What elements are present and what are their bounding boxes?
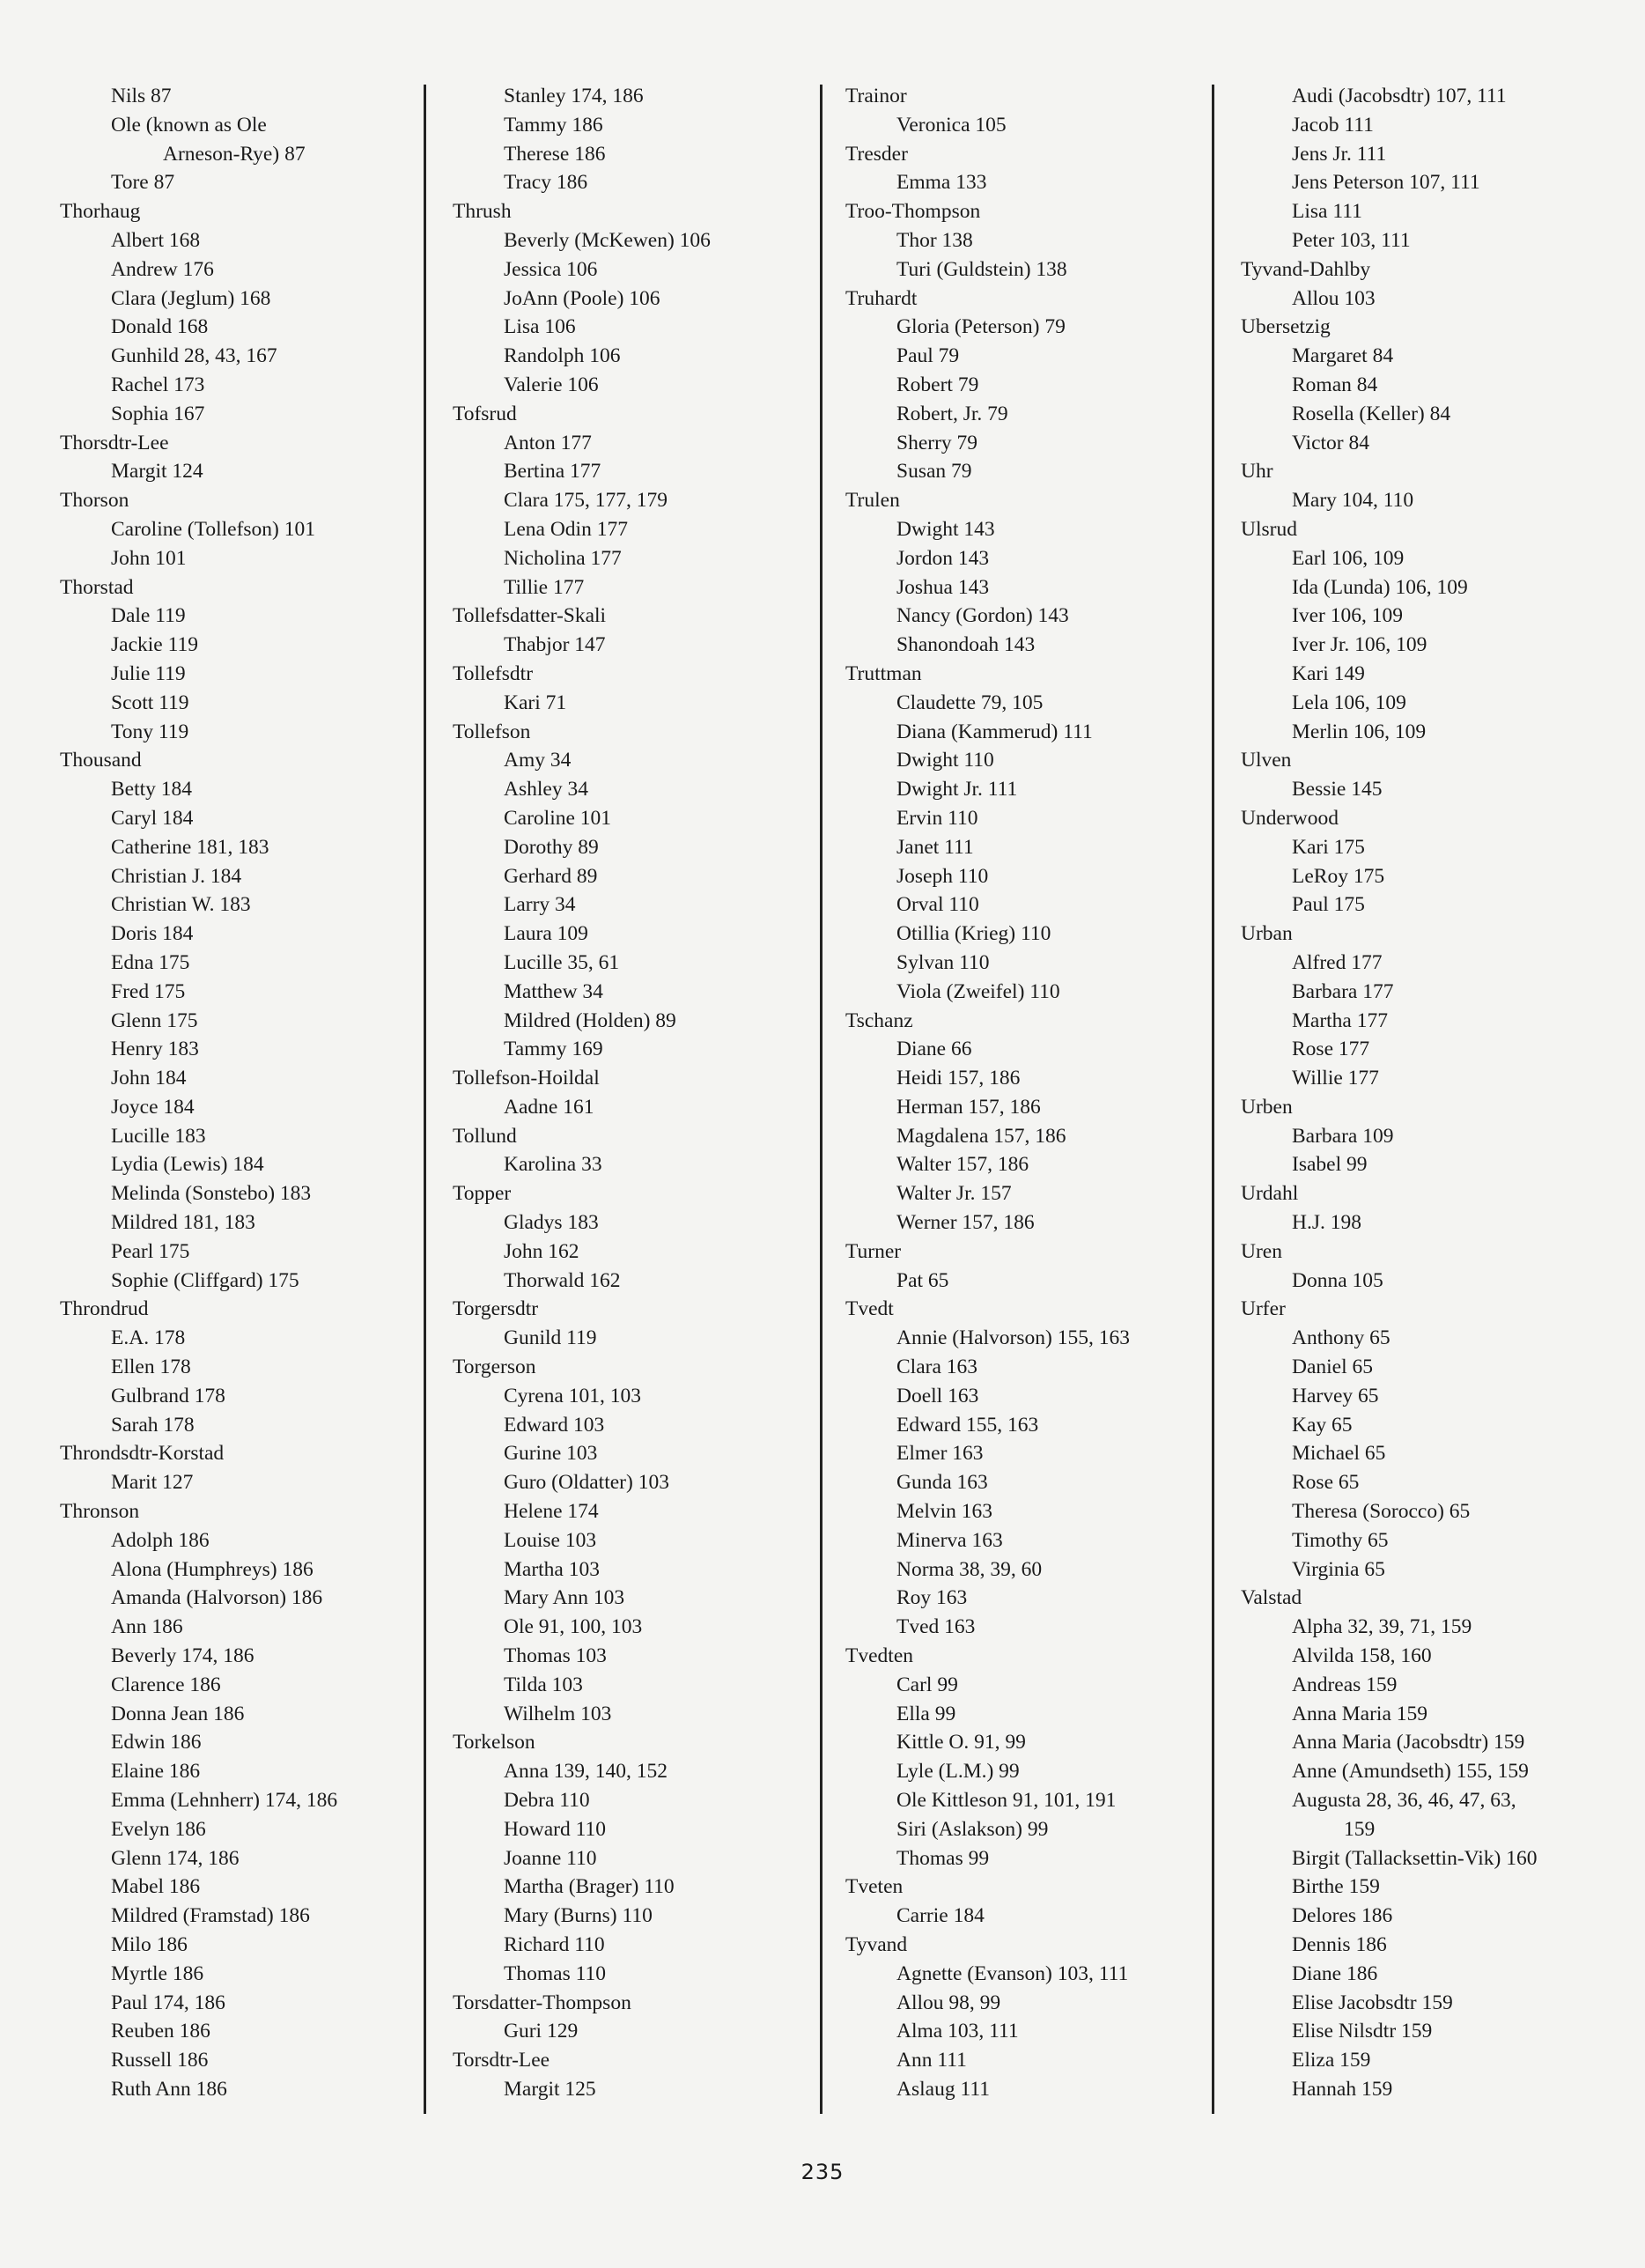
index-surname: Tofsrud [453, 402, 517, 425]
index-subentry: Laura 109 [504, 922, 588, 946]
index-subentry: Ida (Lunda) 106, 109 [1292, 575, 1468, 599]
index-subentry: Mabel 186 [111, 1875, 201, 1899]
index-subentry: Agnette (Evanson) 103, 111 [896, 1961, 1129, 1985]
index-surname: Uren [1241, 1239, 1282, 1263]
index-subentry: Delores 186 [1292, 1904, 1393, 1928]
index-subentry: Ervin 110 [896, 806, 978, 830]
index-subentry: Anton 177 [504, 431, 592, 454]
index-subentry: Anne (Amundseth) 155, 159 [1292, 1760, 1529, 1784]
index-subentry: Gunhild 28, 43, 167 [111, 344, 277, 368]
index-subentry: John 184 [111, 1067, 187, 1090]
index-surname: Tyvand-Dahlby [1241, 257, 1371, 281]
index-subentry: Arneson-Rye) 87 [163, 142, 306, 166]
index-subentry: Mary 104, 110 [1292, 489, 1414, 513]
index-subentry: Ella 99 [896, 1702, 956, 1725]
index-surname: Torsdtr-Lee [453, 2049, 550, 2072]
index-subentry: Alma 103, 111 [896, 2020, 1019, 2043]
index-subentry: Peter 103, 111 [1292, 228, 1411, 252]
index-subentry: Jacob 111 [1292, 113, 1374, 137]
column-divider [424, 85, 426, 2114]
index-subentry: Ann 186 [111, 1615, 183, 1639]
index-subentry: Martha (Brager) 110 [504, 1875, 675, 1899]
index-subentry: Beverly 174, 186 [111, 1644, 254, 1668]
index-subentry: H.J. 198 [1292, 1211, 1361, 1235]
index-subentry: Lisa 106 [504, 315, 576, 339]
index-subentry: Glenn 174, 186 [111, 1846, 240, 1870]
index-subentry: Lucille 183 [111, 1124, 206, 1148]
index-subentry: Ruth Ann 186 [111, 2077, 227, 2101]
index-subentry: Viola (Zweifel) 110 [896, 979, 1060, 1003]
index-subentry: Louise 103 [504, 1528, 597, 1552]
index-subentry: Bessie 145 [1292, 778, 1383, 802]
index-surname: Tveten [845, 1875, 904, 1899]
index-subentry: Kari 71 [504, 691, 567, 714]
index-subentry: Elmer 163 [896, 1442, 984, 1466]
index-subentry: Beverly (McKewen) 106 [504, 228, 711, 252]
index-subentry: Susan 79 [896, 460, 972, 484]
index-subentry: Caryl 184 [111, 806, 194, 830]
index-surname: Truttman [845, 661, 922, 685]
index-subentry: Edward 103 [504, 1413, 605, 1437]
index-subentry: Turi (Guldstein) 138 [896, 257, 1067, 281]
index-subentry: Robert 79 [896, 373, 979, 396]
index-subentry: Sophie (Cliffgard) 175 [111, 1268, 299, 1292]
index-subentry: Theresa (Sorocco) 65 [1292, 1500, 1471, 1524]
index-surname: Urban [1241, 922, 1293, 946]
index-surname: Ulsrud [1241, 517, 1297, 541]
index-subentry: Alvilda 158, 160 [1292, 1644, 1432, 1668]
index-subentry: Amanda (Halvorson) 186 [111, 1586, 323, 1610]
index-subentry: Dwight 110 [896, 749, 994, 772]
index-subentry: Kari 175 [1292, 835, 1365, 859]
index-subentry: Tammy 186 [504, 113, 603, 137]
index-subentry: Daniel 65 [1292, 1356, 1374, 1379]
index-surname: Thorson [60, 489, 129, 513]
index-subentry: Tammy 169 [504, 1038, 603, 1061]
index-subentry: Joyce 184 [111, 1095, 195, 1119]
index-subentry: Tracy 186 [504, 171, 588, 195]
index-subentry: Birgit (Tallacksettin-Vik) 160 [1292, 1846, 1538, 1870]
index-surname: Underwood [1241, 806, 1339, 830]
index-subentry: Kari 149 [1292, 661, 1365, 685]
index-subentry: Anna Maria (Jacobsdtr) 159 [1292, 1731, 1525, 1755]
index-subentry: Pat 65 [896, 1268, 949, 1292]
index-subentry: Barbara 109 [1292, 1124, 1394, 1148]
index-subentry: Roman 84 [1292, 373, 1378, 396]
index-surname: Tollefsdatter-Skali [453, 604, 607, 628]
index-subentry: Emma (Lehnherr) 174, 186 [111, 1789, 338, 1813]
index-subentry: Alona (Humphreys) 186 [111, 1557, 314, 1581]
index-subentry: Jens Jr. 111 [1292, 142, 1387, 166]
index-subentry: Andreas 159 [1292, 1673, 1398, 1696]
index-subentry: Carrie 184 [896, 1904, 985, 1928]
index-subentry: Richard 110 [504, 1933, 605, 1956]
index-subentry: Ole Kittleson 91, 101, 191 [896, 1789, 1117, 1813]
index-subentry: Clarence 186 [111, 1673, 221, 1696]
index-subentry: Diana (Kammerud) 111 [896, 720, 1093, 743]
index-subentry: Victor 84 [1292, 431, 1369, 454]
index-subentry: Ole 91, 100, 103 [504, 1615, 643, 1639]
index-subentry: Joseph 110 [896, 864, 989, 888]
index-subentry: Julie 119 [111, 661, 186, 685]
index-subentry: Ellen 178 [111, 1356, 191, 1379]
index-surname: Torkelson [453, 1731, 535, 1755]
index-surname: Truhardt [845, 286, 918, 310]
index-subentry: Ole (known as Ole [111, 113, 267, 137]
index-subentry: Amy 34 [504, 749, 572, 772]
index-subentry: Caroline 101 [504, 806, 612, 830]
index-subentry: Lisa 111 [1292, 200, 1362, 224]
index-subentry: Earl 106, 109 [1292, 546, 1405, 570]
index-subentry: Tony 119 [111, 720, 189, 743]
index-subentry: Ann 111 [896, 2049, 967, 2072]
index-subentry: Herman 157, 186 [896, 1095, 1041, 1119]
index-subentry: Scott 119 [111, 691, 189, 714]
index-subentry: Norma 38, 39, 60 [896, 1557, 1043, 1581]
index-subentry: Emma 133 [896, 171, 987, 195]
index-subentry: Rachel 173 [111, 373, 205, 396]
index-subentry: Joanne 110 [504, 1846, 597, 1870]
index-subentry: Magdalena 157, 186 [896, 1124, 1066, 1148]
index-subentry: Russell 186 [111, 2049, 209, 2072]
index-subentry: Tilda 103 [504, 1673, 583, 1696]
index-subentry: Mildred (Framstad) 186 [111, 1904, 310, 1928]
index-subentry: Isabel 99 [1292, 1153, 1368, 1177]
index-subentry: Rose 65 [1292, 1471, 1360, 1495]
index-surname: Trulen [845, 489, 900, 513]
index-surname: Torsdatter-Thompson [453, 1991, 631, 2014]
index-subentry: Thor 138 [896, 228, 973, 252]
index-surname: Tschanz [845, 1008, 913, 1032]
index-subentry: Werner 157, 186 [896, 1211, 1035, 1235]
index-subentry: Karolina 33 [504, 1153, 602, 1177]
index-subentry: Elaine 186 [111, 1760, 201, 1784]
index-subentry: Clara 175, 177, 179 [504, 489, 668, 513]
index-subentry: Anthony 65 [1292, 1326, 1391, 1350]
index-subentry: Robert, Jr. 79 [896, 402, 1008, 425]
column-divider [1212, 85, 1214, 2114]
index-surname: Tvedten [845, 1644, 913, 1668]
index-subentry: Howard 110 [504, 1817, 606, 1841]
index-surname: Thronson [60, 1500, 140, 1524]
index-subentry: Melvin 163 [896, 1500, 993, 1524]
index-surname: Ulven [1241, 749, 1292, 772]
index-subentry: Virginia 65 [1292, 1557, 1385, 1581]
index-subentry: Gunild 119 [504, 1326, 597, 1350]
index-subentry: Nils 87 [111, 85, 172, 107]
index-subentry: Claudette 79, 105 [896, 691, 1044, 714]
index-subentry: Jessica 106 [504, 257, 598, 281]
index-subentry: Tved 163 [896, 1615, 976, 1639]
index-surname: Tyvand [845, 1933, 908, 1956]
index-surname: Throndsdtr-Korstad [60, 1442, 225, 1466]
index-subentry: Thomas 110 [504, 1961, 606, 1985]
index-subentry: Sherry 79 [896, 431, 978, 454]
index-subentry: Ashley 34 [504, 778, 588, 802]
index-surname: Trainor [845, 85, 907, 107]
index-subentry: Bertina 177 [504, 460, 601, 484]
index-subentry: Tillie 177 [504, 575, 585, 599]
index-subentry: Therese 186 [504, 142, 606, 166]
index-surname: Urben [1241, 1095, 1293, 1119]
index-subentry: Tore 87 [111, 171, 175, 195]
index-column-2 [453, 82, 711, 2104]
index-subentry: Betty 184 [111, 778, 193, 802]
index-subentry: Caroline (Tollefson) 101 [111, 517, 315, 541]
index-subentry: Alpha 32, 39, 71, 159 [1292, 1615, 1472, 1639]
index-subentry: Carl 99 [896, 1673, 958, 1696]
index-surname: Urfer [1241, 1297, 1286, 1321]
index-subentry: Milo 186 [111, 1933, 188, 1956]
index-subentry: Sylvan 110 [896, 950, 990, 974]
index-subentry: Eliza 159 [1292, 2049, 1371, 2072]
index-subentry: Lena Odin 177 [504, 517, 628, 541]
page-number: 235 [800, 2160, 845, 2184]
index-subentry: Gurine 103 [504, 1442, 598, 1466]
index-subentry: Andrew 176 [111, 257, 214, 281]
index-surname: Thorstad [60, 575, 134, 599]
index-subentry: Gerhard 89 [504, 864, 598, 888]
index-subentry: Catherine 181, 183 [111, 835, 269, 859]
index-subentry: Elise Nilsdtr 159 [1292, 2020, 1433, 2043]
index-surname: Troo-Thompson [845, 200, 981, 224]
index-subentry: Rose 177 [1292, 1038, 1370, 1061]
index-subentry: Elise Jacobsdtr 159 [1292, 1991, 1453, 2014]
index-subentry: Minerva 163 [896, 1528, 1003, 1552]
index-surname: Tollefson-Hoildal [453, 1067, 600, 1090]
index-subentry: Audi (Jacobsdtr) 107, 111 [1292, 85, 1507, 107]
index-subentry: Annie (Halvorson) 155, 163 [896, 1326, 1130, 1350]
index-subentry: Cyrena 101, 103 [504, 1384, 641, 1407]
index-subentry: Augusta 28, 36, 46, 47, 63, [1292, 1789, 1516, 1813]
index-subentry: Gladys 183 [504, 1211, 599, 1235]
index-subentry: Edward 155, 163 [896, 1413, 1039, 1437]
index-subentry: Lydia (Lewis) 184 [111, 1153, 264, 1177]
index-subentry: JoAnn (Poole) 106 [504, 286, 660, 310]
index-subentry: Iver 106, 109 [1292, 604, 1403, 628]
index-subentry: Evelyn 186 [111, 1817, 206, 1841]
index-subentry: E.A. 178 [111, 1326, 186, 1350]
index-surname: Tresder [845, 142, 908, 166]
index-subentry: Nancy (Gordon) 143 [896, 604, 1069, 628]
index-subentry: Margit 124 [111, 460, 203, 484]
index-subentry: Gunda 163 [896, 1471, 988, 1495]
index-subentry: Anna Maria 159 [1292, 1702, 1428, 1725]
index-subentry: Glenn 175 [111, 1008, 198, 1032]
index-surname: Ubersetzig [1241, 315, 1331, 339]
index-subentry: Timothy 65 [1292, 1528, 1389, 1552]
index-surname: Urdahl [1241, 1182, 1299, 1206]
index-subentry: Allou 98, 99 [896, 1991, 1001, 2014]
index-subentry: Debra 110 [504, 1789, 590, 1813]
index-surname: Tollund [453, 1124, 517, 1148]
index-subentry: Birthe 159 [1292, 1875, 1380, 1899]
index-subentry: Iver Jr. 106, 109 [1292, 633, 1427, 657]
index-subentry: Dwight 143 [896, 517, 995, 541]
index-subentry: Guri 129 [504, 2020, 579, 2043]
index-subentry: Heidi 157, 186 [896, 1067, 1021, 1090]
index-subentry: Jordon 143 [896, 546, 990, 570]
index-subentry: Walter Jr. 157 [896, 1182, 1012, 1206]
index-column-3 [845, 82, 1130, 2104]
index-surname: Thousand [60, 749, 142, 772]
index-subentry: Jackie 119 [111, 633, 198, 657]
index-subentry: Clara (Jeglum) 168 [111, 286, 271, 310]
index-subentry: Siri (Aslakson) 99 [896, 1817, 1049, 1841]
index-surname: Torgersdtr [453, 1297, 539, 1321]
index-subentry: Gulbrand 178 [111, 1384, 225, 1407]
index-surname: Turner [845, 1239, 902, 1263]
index-subentry: Margit 125 [504, 2077, 596, 2101]
index-subentry: Kay 65 [1292, 1413, 1353, 1437]
index-subentry: Lucille 35, 61 [504, 950, 620, 974]
index-subentry: Sarah 178 [111, 1413, 195, 1437]
index-subentry: Nicholina 177 [504, 546, 622, 570]
index-subentry: Merlin 106, 109 [1292, 720, 1427, 743]
index-subentry: Larry 34 [504, 893, 576, 917]
index-subentry: Thorwald 162 [504, 1268, 621, 1292]
index-subentry: Paul 174, 186 [111, 1991, 225, 2014]
index-subentry: Alfred 177 [1292, 950, 1383, 974]
index-subentry: Doell 163 [896, 1384, 979, 1407]
index-subentry: Willie 177 [1292, 1067, 1379, 1090]
index-subentry: Martha 103 [504, 1557, 600, 1581]
index-subentry: Jens Peterson 107, 111 [1292, 171, 1480, 195]
index-subentry: Marit 127 [111, 1471, 194, 1495]
index-subentry: Allou 103 [1292, 286, 1376, 310]
index-subentry: Paul 175 [1292, 893, 1365, 917]
index-subentry: 159 [1344, 1817, 1376, 1841]
index-subentry: Joshua 143 [896, 575, 990, 599]
index-subentry: Aslaug 111 [896, 2077, 990, 2101]
index-subentry: Veronica 105 [896, 113, 1007, 137]
index-subentry: Kittle O. 91, 99 [896, 1731, 1026, 1755]
index-subentry: Mary (Burns) 110 [504, 1904, 653, 1928]
index-subentry: Thabjor 147 [504, 633, 606, 657]
index-subentry: Dorothy 89 [504, 835, 599, 859]
index-subentry: Diane 66 [896, 1038, 972, 1061]
index-subentry: Paul 79 [896, 344, 960, 368]
index-subentry: Martha 177 [1292, 1008, 1388, 1032]
index-subentry: Reuben 186 [111, 2020, 210, 2043]
index-surname: Uhr [1241, 460, 1273, 484]
index-subentry: Donna 105 [1292, 1268, 1383, 1292]
index-surname: Tollefson [453, 720, 531, 743]
index-subentry: Barbara 177 [1292, 979, 1394, 1003]
index-surname: Throndrud [60, 1297, 149, 1321]
index-subentry: Lela 106, 109 [1292, 691, 1406, 714]
index-subentry: Albert 168 [111, 228, 201, 252]
index-subentry: Stanley 174, 186 [504, 85, 644, 107]
index-surname: Valstad [1241, 1586, 1302, 1610]
index-column-4 [1241, 82, 1537, 2104]
index-subentry: Hannah 159 [1292, 2077, 1393, 2101]
index-subentry: Shanondoah 143 [896, 633, 1036, 657]
index-subentry: Mildred 181, 183 [111, 1211, 255, 1235]
index-subentry: Roy 163 [896, 1586, 968, 1610]
index-subentry: Walter 157, 186 [896, 1153, 1029, 1177]
index-subentry: Myrtle 186 [111, 1961, 204, 1985]
index-subentry: Harvey 65 [1292, 1384, 1379, 1407]
index-surname: Thorhaug [60, 200, 141, 224]
index-subentry: Otillia (Krieg) 110 [896, 922, 1051, 946]
index-subentry: Christian J. 184 [111, 864, 242, 888]
index-subentry: Mildred (Holden) 89 [504, 1008, 676, 1032]
index-subentry: Pearl 175 [111, 1239, 190, 1263]
index-subentry: Anna 139, 140, 152 [504, 1760, 668, 1784]
index-subentry: Doris 184 [111, 922, 194, 946]
index-subentry: Clara 163 [896, 1356, 978, 1379]
index-subentry: Margaret 84 [1292, 344, 1394, 368]
index-subentry: Thomas 103 [504, 1644, 607, 1668]
index-subentry: Edna 175 [111, 950, 190, 974]
index-subentry: Diane 186 [1292, 1961, 1378, 1985]
index-subentry: Fred 175 [111, 979, 186, 1003]
index-subentry: Donald 168 [111, 315, 209, 339]
index-subentry: Edwin 186 [111, 1731, 202, 1755]
index-subentry: Sophia 167 [111, 402, 205, 425]
index-subentry: Wilhelm 103 [504, 1702, 612, 1725]
index-subentry: John 101 [111, 546, 187, 570]
index-surname: Tvedt [845, 1297, 894, 1321]
index-surname: Torgerson [453, 1356, 536, 1379]
index-subentry: Aadne 161 [504, 1095, 594, 1119]
index-subentry: Mary Ann 103 [504, 1586, 625, 1610]
index-subentry: Michael 65 [1292, 1442, 1386, 1466]
index-subentry: Donna Jean 186 [111, 1702, 245, 1725]
index-surname: Topper [453, 1182, 512, 1206]
index-subentry: Rosella (Keller) 84 [1292, 402, 1451, 425]
index-subentry: Matthew 34 [504, 979, 603, 1003]
index-subentry: Janet 111 [896, 835, 974, 859]
index-subentry: Helene 174 [504, 1500, 599, 1524]
index-subentry: Christian W. 183 [111, 893, 251, 917]
index-subentry: Melinda (Sonstebo) 183 [111, 1182, 312, 1206]
index-subentry: Adolph 186 [111, 1528, 210, 1552]
column-divider [820, 85, 822, 2114]
index-surname: Thorsdtr-Lee [60, 431, 169, 454]
index-subentry: LeRoy 175 [1292, 864, 1385, 888]
index-subentry: Gloria (Peterson) 79 [896, 315, 1066, 339]
index-subentry: Henry 183 [111, 1038, 199, 1061]
index-subentry: Valerie 106 [504, 373, 599, 396]
index-subentry: Thomas 99 [896, 1846, 990, 1870]
index-subentry: Orval 110 [896, 893, 979, 917]
index-subentry: John 162 [504, 1239, 579, 1263]
index-subentry: Randolph 106 [504, 344, 621, 368]
index-subentry: Lyle (L.M.) 99 [896, 1760, 1020, 1784]
index-surname: Tollefsdtr [453, 661, 534, 685]
index-subentry: Dale 119 [111, 604, 186, 628]
index-column-1 [60, 82, 337, 2104]
index-subentry: Guro (Oldatter) 103 [504, 1471, 669, 1495]
index-surname: Thrush [453, 200, 512, 224]
index-subentry: Dwight Jr. 111 [896, 778, 1018, 802]
index-subentry: Dennis 186 [1292, 1933, 1387, 1956]
